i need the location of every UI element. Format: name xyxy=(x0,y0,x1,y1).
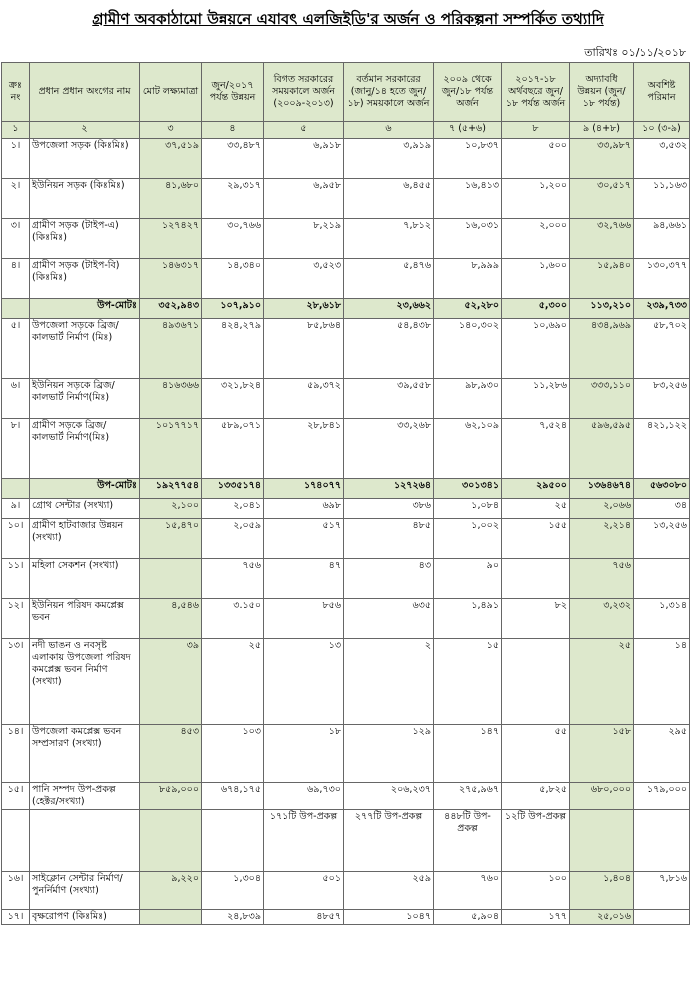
table-cell: ৫। xyxy=(2,319,30,379)
subtotal-row xyxy=(2,479,690,499)
table-cell: ২৫ xyxy=(502,499,570,519)
table-cell: ১৩ xyxy=(264,639,344,725)
table-cell: ৬৮০,০০০ xyxy=(570,783,634,810)
table-cell: উপজেলা সড়ক (কিঃমিঃ) xyxy=(30,139,140,179)
table-cell: ২,০৬৬ xyxy=(570,499,634,519)
table-cell xyxy=(634,809,690,871)
table-row xyxy=(2,909,690,924)
table-cell: ১০৪৭ xyxy=(344,909,434,924)
table-cell: ৮। xyxy=(2,419,30,479)
table-cell: বৃক্ষরোপণ (কিঃমিঃ) xyxy=(30,909,140,924)
header-row xyxy=(2,63,690,122)
table-cell xyxy=(140,809,202,871)
index-cell: ৩ xyxy=(140,122,202,139)
table-cell: ৭,৮১৬ xyxy=(634,871,690,909)
table-cell xyxy=(502,639,570,725)
table-cell: ৮৩,২৫৬ xyxy=(634,379,690,419)
table-cell: ১৯২৭৭৫৪ xyxy=(140,479,202,499)
table-cell: উপজেলা কমপ্লেক্স ভবন সম্প্রসারণ (সংখ্যা) xyxy=(30,725,140,783)
table-cell: ৫৬৩০৮০ xyxy=(634,479,690,499)
table-cell: ১৫ xyxy=(434,639,502,725)
table-cell: ১৪ xyxy=(634,639,690,725)
index-cell: ৫ xyxy=(264,122,344,139)
table-cell: ১,০৮৪ xyxy=(434,499,502,519)
table-cell: ৮৫৯,০০০ xyxy=(140,783,202,810)
table-cell: ১৪৭ xyxy=(434,725,502,783)
table-cell: ৭৬০ xyxy=(434,871,502,909)
table-cell: ৯। xyxy=(2,499,30,519)
table-row xyxy=(2,219,690,259)
table-cell: ৩৩,৯৮৭ xyxy=(570,139,634,179)
table-cell: ৫০০ xyxy=(502,139,570,179)
table-cell: ৭,৮১২ xyxy=(344,219,434,259)
table-cell xyxy=(202,809,264,871)
table-cell: ৬২,১০৯ xyxy=(434,419,502,479)
table-cell: ১২টি উপ-প্রকল্প xyxy=(502,809,570,871)
table-cell: ১৬,৪১৩ xyxy=(434,179,502,219)
table-row xyxy=(2,419,690,479)
table-cell: ৯,২২০ xyxy=(140,871,202,909)
header-cell: ২০১৭-১৮ অর্থবছরে জুন/১৮ পর্যন্ত অর্জন xyxy=(502,63,570,122)
table-cell xyxy=(2,479,30,499)
table-row xyxy=(2,783,690,810)
table-cell: ১৬। xyxy=(2,871,30,909)
table-cell: ৫৪,৪৩৮ xyxy=(344,319,434,379)
table-cell: ৪১,৬৮০ xyxy=(140,179,202,219)
page-title: গ্রামীণ অবকাঠামো উন্নয়নে এযাবৎ এলজিইডি'র অর্জন ও পরিকল্পনা সম্পর্কিত তথ্যাদি xyxy=(92,9,604,28)
header-cell: অদ্যাবধি উন্নয়ন (জুন/১৮ পর্যন্ত) xyxy=(570,63,634,122)
table-cell: ১৩৩৫১৭৪ xyxy=(202,479,264,499)
table-cell: ২৯৫০০ xyxy=(502,479,570,499)
table-cell: ৩৫২,৯৪৩ xyxy=(140,299,202,319)
table-cell: ৫৮৯,০৭১ xyxy=(202,419,264,479)
table-cell: ৩,২৩২ xyxy=(570,599,634,639)
index-cell: ৯ (৪+৮) xyxy=(570,122,634,139)
report-date: তারিখঃ ০১/১১/২০১৮ xyxy=(584,46,686,59)
table-cell: ৩২১,৮২৪ xyxy=(202,379,264,419)
table-cell: ২৫ xyxy=(202,639,264,725)
table-cell: ১০১৭৭১৭ xyxy=(140,419,202,479)
header-cell: প্রধান প্রধান অংগের নাম xyxy=(30,63,140,122)
table-cell: ২,০০০ xyxy=(502,219,570,259)
table-cell: গ্রামীণ হাটবাজার উন্নয়ন (সংখ্যা) xyxy=(30,519,140,559)
table-cell: ২৪,৮৩৯ xyxy=(202,909,264,924)
table-cell: ৯০ xyxy=(434,559,502,599)
table-cell: ১৩,২৫৬ xyxy=(634,519,690,559)
table-cell: ৩৪ xyxy=(634,499,690,519)
table-cell: ২৫৯ xyxy=(344,871,434,909)
table-cell: ১৭৯,০০০ xyxy=(634,783,690,810)
table-cell: ২,২১৪ xyxy=(570,519,634,559)
table-cell xyxy=(634,559,690,599)
table-cell: ১০০ xyxy=(502,871,570,909)
table-cell: ৭,৫২৪ xyxy=(502,419,570,479)
table-row xyxy=(2,499,690,519)
table-row xyxy=(2,725,690,783)
table-cell: পানি সম্পদ উপ-প্রকল্প (হেক্টর/সংখ্যা) xyxy=(30,783,140,810)
table-cell: গ্রোথ সেন্টার (সংখ্যা) xyxy=(30,499,140,519)
table-cell: ১৭১টি উপ-প্রকল্প xyxy=(264,809,344,871)
table-cell: ৩৯,৫৫৮ xyxy=(344,379,434,419)
table-cell: ১,৩১৪ xyxy=(634,599,690,639)
header-cell: বিগত সরকারের সময়কালে অর্জন (২০০৯-২০১৩) xyxy=(264,63,344,122)
table-row xyxy=(2,179,690,219)
table-cell: ১১,১৬৩ xyxy=(634,179,690,219)
table-cell: ৬৩৫ xyxy=(344,599,434,639)
table-cell: ৫,৩০০ xyxy=(502,299,570,319)
table-cell: ২। xyxy=(2,179,30,219)
table-cell: ২ xyxy=(344,639,434,725)
table-cell: ৪৩৪,৯৬৯ xyxy=(570,319,634,379)
table-cell: ১৭৭ xyxy=(502,909,570,924)
table-cell: ২,০৫৯ xyxy=(202,519,264,559)
table-cell: ২৭৫,৯৬৭ xyxy=(434,783,502,810)
table-cell: ১১,২৮৬ xyxy=(502,379,570,419)
table-cell xyxy=(2,299,30,319)
table-row xyxy=(2,259,690,299)
table-row xyxy=(2,809,690,871)
header-cell: অবশিষ্ট পরিমান xyxy=(634,63,690,122)
index-row xyxy=(2,122,690,139)
table-cell: ৪১৬৩৬৬ xyxy=(140,379,202,419)
table-cell: ৩.১৫০ xyxy=(202,599,264,639)
table-row xyxy=(2,871,690,909)
table-cell: ১৪। xyxy=(2,725,30,783)
table-cell: ২৫ xyxy=(570,639,634,725)
table-cell xyxy=(30,809,140,871)
table-cell: ৬,৯১৮ xyxy=(264,139,344,179)
index-cell: ১ xyxy=(2,122,30,139)
table-cell: গ্রামীণ সড়ক (টাইপ-বি) (কিঃমিঃ) xyxy=(30,259,140,299)
table-cell: ১৫৫ xyxy=(502,519,570,559)
table-cell: ১,০০২ xyxy=(434,519,502,559)
table-cell: ৮,৯৯৯ xyxy=(434,259,502,299)
table-cell: ইউনিয়ন পরিষদ কমপ্লেক্স ভবন xyxy=(30,599,140,639)
header-cell: বর্তমান সরকারের (জানু/১৪ হতে জুন/১৮) সময়কালে অর্জন xyxy=(344,63,434,122)
table-row xyxy=(2,639,690,725)
table-cell: ৩,৫৩২ xyxy=(634,139,690,179)
table-cell: ৬৯,৭৩০ xyxy=(264,783,344,810)
table-cell: ৩,৫২৩ xyxy=(264,259,344,299)
header-cell: জুন/২০১৭ পর্যন্ত উন্নয়ন xyxy=(202,63,264,122)
table-cell: ৪২৪,২৭৯ xyxy=(202,319,264,379)
table-cell: ৪,৫৪৬ xyxy=(140,599,202,639)
table-cell: ইউনিয়ন সড়কে ব্রিজ/ কালভার্ট নির্মাণ(মিঃ) xyxy=(30,379,140,419)
table-cell: ১,২০০ xyxy=(502,179,570,219)
table-cell: ১৫৮ xyxy=(570,725,634,783)
table-cell: ২৯৫ xyxy=(634,725,690,783)
table-cell: উপ-মোটঃ xyxy=(30,299,140,319)
table-cell: ৪৫৩ xyxy=(140,725,202,783)
table-cell: ৫৯৬,৫৯৫ xyxy=(570,419,634,479)
table-cell: ১০,৮৩৭ xyxy=(434,139,502,179)
table-cell: ৩৯ xyxy=(140,639,202,725)
table-cell: ২৮,৮৪১ xyxy=(264,419,344,479)
table-cell: ১১৩,২১০ xyxy=(570,299,634,319)
table-cell: নদী ভাঙন ও নবসৃষ্ট এলাকায় উপজেলা পরিষদ কমপ্লেক্স ভবন নির্মাণ (সংখ্যা) xyxy=(30,639,140,725)
table-cell: ৩৩৩,১১০ xyxy=(570,379,634,419)
index-cell: ১০ (৩-৯) xyxy=(634,122,690,139)
table-cell: ১৫,৪৭০ xyxy=(140,519,202,559)
table-cell: ৫,৯০৪ xyxy=(434,909,502,924)
table-cell: ৮৫,৮৬৪ xyxy=(264,319,344,379)
table-cell xyxy=(2,809,30,871)
table-cell: ১৪,৩৪০ xyxy=(202,259,264,299)
table-cell: ১৭৪০৭৭ xyxy=(264,479,344,499)
table-cell: ১,৪০৪ xyxy=(570,871,634,909)
table-row xyxy=(2,519,690,559)
table-cell: ৮২ xyxy=(502,599,570,639)
table-row xyxy=(2,379,690,419)
table-cell: ১,৬০০ xyxy=(502,259,570,299)
table-cell: সাইক্লোন সেন্টার নির্মাণ/পুনর্নির্মাণ (সংখ্যা) xyxy=(30,871,140,909)
table-cell: ২,০৪১ xyxy=(202,499,264,519)
table-cell: ১২৭২৬৪ xyxy=(344,479,434,499)
table-cell: ৪। xyxy=(2,259,30,299)
table-cell: গ্রামীণ সড়ক (টাইপ-এ) (কিঃমিঃ) xyxy=(30,219,140,259)
table-cell: ১০। xyxy=(2,519,30,559)
table-cell: ১২। xyxy=(2,599,30,639)
table-cell: ১১। xyxy=(2,559,30,599)
table-row xyxy=(2,599,690,639)
table-cell xyxy=(570,809,634,871)
table-cell: ৪৮৫ xyxy=(344,519,434,559)
table-cell: ১৫,৯৪০ xyxy=(570,259,634,299)
table-cell xyxy=(140,559,202,599)
index-cell: ৮ xyxy=(502,122,570,139)
data-table xyxy=(1,62,690,925)
table-cell: ৪৭ xyxy=(264,559,344,599)
table-cell: ২৩৯,৭৩৩ xyxy=(634,299,690,319)
table-cell: ২০৬,২৩৭ xyxy=(344,783,434,810)
table-cell: ৫,৮২৫ xyxy=(502,783,570,810)
table-cell: ১,৩০৪ xyxy=(202,871,264,909)
table-cell: ১৩০,৩৭৭ xyxy=(634,259,690,299)
table-cell: ৫৮,৭০২ xyxy=(634,319,690,379)
header-cell: ২০০৯ থেকে জুন/১৮ পর্যন্ত অর্জন xyxy=(434,63,502,122)
table-cell: ৮৫৬ xyxy=(264,599,344,639)
table-cell: ৩,৯১৯ xyxy=(344,139,434,179)
header-cell: ক্রঃ নং xyxy=(2,63,30,122)
table-cell: ১০,৬৯০ xyxy=(502,319,570,379)
table-cell: ১,৪৯১ xyxy=(434,599,502,639)
table-cell: ২,১০০ xyxy=(140,499,202,519)
table-cell: ৫৫ xyxy=(502,725,570,783)
table-cell: গ্রামীণ সড়কে ব্রিজ/কালভার্ট নির্মাণ(মিঃ) xyxy=(30,419,140,479)
table-row xyxy=(2,559,690,599)
table-cell: মহিলা সেকশন (সংখ্যা) xyxy=(30,559,140,599)
index-cell: ৭ (৫+৬) xyxy=(434,122,502,139)
table-cell: ১৪৬৩১৭ xyxy=(140,259,202,299)
table-cell: ২৯,৩১৭ xyxy=(202,179,264,219)
table-cell: ১৭। xyxy=(2,909,30,924)
table-cell xyxy=(502,559,570,599)
table-cell: ৪৮৫৭ xyxy=(264,909,344,924)
table-cell: ৬৯৮ xyxy=(264,499,344,519)
table-cell: ৩৭,৫১৯ xyxy=(140,139,202,179)
table-cell: ২৮,৬১৮ xyxy=(264,299,344,319)
table-cell: ৫৯,৩৭২ xyxy=(264,379,344,419)
table-cell: উপ-মোটঃ xyxy=(30,479,140,499)
table-cell: ১৬,০৩১ xyxy=(434,219,502,259)
table-cell: ২৩,৬৬২ xyxy=(344,299,434,319)
table-cell: ১২৭৪২৭ xyxy=(140,219,202,259)
table-cell: ৫১৭ xyxy=(264,519,344,559)
table-cell: ৭৫৬ xyxy=(570,559,634,599)
table-cell: ৫০১ xyxy=(264,871,344,909)
table-cell: ৭৫৬ xyxy=(202,559,264,599)
table-cell: ইউনিয়ন সড়ক (কিঃমিঃ) xyxy=(30,179,140,219)
table-cell: ৮,২১৯ xyxy=(264,219,344,259)
table-cell: ৪৩ xyxy=(344,559,434,599)
table-cell: ৩। xyxy=(2,219,30,259)
table-cell: ১৩৬৪৬৭৪ xyxy=(570,479,634,499)
table-cell: ৩৮৬ xyxy=(344,499,434,519)
table-cell: ৩২,৭৬৬ xyxy=(570,219,634,259)
table-cell: ১০৩ xyxy=(202,725,264,783)
table-cell: ৯৪,৬৬১ xyxy=(634,219,690,259)
index-cell: ২ xyxy=(30,122,140,139)
table-cell: ১০৭,৯১০ xyxy=(202,299,264,319)
table-cell: ৬,৪৫৫ xyxy=(344,179,434,219)
table-cell: ৯৮,৯৩০ xyxy=(434,379,502,419)
subtotal-row xyxy=(2,299,690,319)
header-cell: মোট লক্ষ্যমাত্রা xyxy=(140,63,202,122)
table-cell: ৫২,২৮০ xyxy=(434,299,502,319)
table-cell: ৪২১,১২২ xyxy=(634,419,690,479)
index-cell: ৬ xyxy=(344,122,434,139)
table-row xyxy=(2,319,690,379)
table-cell: ২৫,০১৬ xyxy=(570,909,634,924)
index-cell: ৪ xyxy=(202,122,264,139)
table-cell: ৪৪৮টি উপ-প্রকল্প xyxy=(434,809,502,871)
table-cell: ৩০,৫১৭ xyxy=(570,179,634,219)
table-cell xyxy=(140,909,202,924)
table-cell: ৬৭৪,১৭৫ xyxy=(202,783,264,810)
table-cell: উপজেলা সড়কে ব্রিজ/ কালভার্ট নির্মাণ (মিঃ) xyxy=(30,319,140,379)
table-cell: ৪৯৩৬৭১ xyxy=(140,319,202,379)
table-cell: ১৪০,৩০২ xyxy=(434,319,502,379)
table-cell: ১। xyxy=(2,139,30,179)
table-cell: ১৮ xyxy=(264,725,344,783)
table-cell: ৬,৯৫৮ xyxy=(264,179,344,219)
table-cell: ১৩। xyxy=(2,639,30,725)
table-cell: ৩০১৩৪১ xyxy=(434,479,502,499)
table-cell xyxy=(634,909,690,924)
table-cell: ১৫। xyxy=(2,783,30,810)
table-cell: ৫,৪৭৬ xyxy=(344,259,434,299)
table-cell: ৩৩,২৬৮ xyxy=(344,419,434,479)
table-row xyxy=(2,139,690,179)
table-cell: ৩৩,৪৮৭ xyxy=(202,139,264,179)
table-cell: ১২৯ xyxy=(344,725,434,783)
table-cell: ২৭৭টি উপ-প্রকল্প xyxy=(344,809,434,871)
table-cell: ৬। xyxy=(2,379,30,419)
table-cell: ৩০,৭৬৬ xyxy=(202,219,264,259)
